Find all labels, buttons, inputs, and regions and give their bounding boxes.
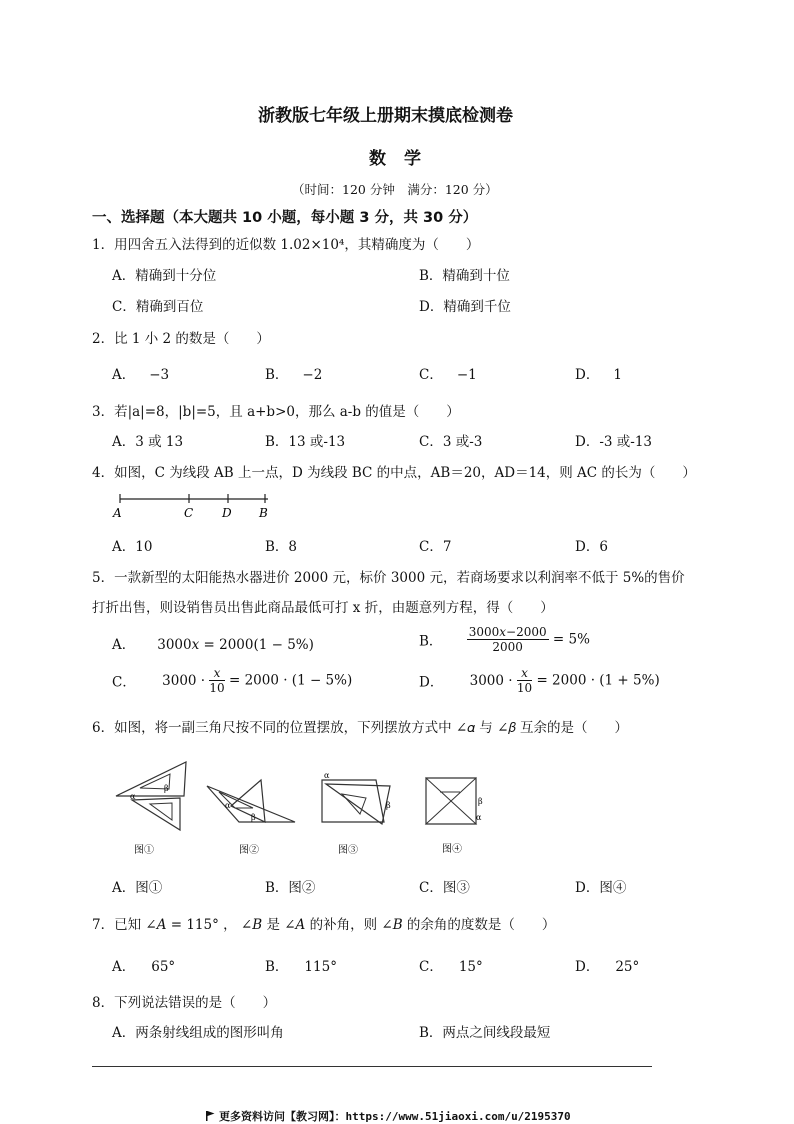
beta-label: β	[251, 813, 256, 822]
triangle-ruler-upper	[116, 762, 186, 796]
question-2-option-c	[419, 363, 477, 383]
question-4-option-a: A．10	[112, 539, 153, 555]
beta-label: β	[386, 801, 391, 810]
question-3-option-a: A．3 或 13	[112, 434, 184, 450]
expression-prefix: 3000 ·	[469, 672, 513, 689]
option-expression: 3000𝑥 = 2000(1 − 5%)	[157, 637, 314, 653]
alpha-label: α	[324, 771, 330, 780]
option-label: A．	[112, 367, 136, 383]
question-5-stem-line2: 打折出售，则设销售员出售此商品最低可打 x 折，由题意列方程，得（ ）	[92, 600, 554, 616]
question-6-option-c: C．图③	[419, 880, 470, 896]
question-6-option-b: B．图②	[265, 880, 316, 896]
alpha-label: α	[130, 792, 136, 801]
figure-caption-4: 图④	[442, 844, 462, 855]
question-2-option-d	[575, 363, 622, 383]
alpha-label: α	[225, 801, 231, 810]
exam-meta: （时间：120 分钟 满分：120 分）	[292, 182, 498, 197]
figure-caption-1: 图①	[134, 845, 154, 856]
question-6-option-d: D．图④	[575, 880, 627, 896]
figure-caption-3: 图③	[338, 845, 358, 856]
segment-figure	[110, 490, 280, 522]
footer-link-text[interactable]: 更多资料访问【教习网】：https://www.51jiaoxi.com/u/2195370	[219, 1110, 571, 1123]
option-label: D．	[575, 367, 600, 383]
option-label: C．	[112, 674, 136, 691]
option-label: C．	[419, 367, 443, 383]
question-4-option-c: C．7	[419, 539, 452, 555]
page-title: 浙教版七年级上册期末摸底检测卷	[258, 106, 513, 126]
beta-label: β	[478, 797, 483, 806]
option-value: 115°	[304, 959, 337, 975]
question-5-stem-line1: 5．一款新型的太阳能热水器进价 2000 元，标价 3000 元，若商场要求以利润率不低于 5%的售价	[92, 570, 685, 586]
question-5-option-b	[419, 626, 590, 653]
question-8-option-a: A．两条射线组成的图形叫角	[112, 1025, 284, 1041]
expression-rhs: = 5%	[552, 631, 590, 648]
option-value: −1	[456, 367, 477, 383]
question-8-option-b: B．两点之间线段最短	[419, 1025, 551, 1041]
beta-label: β	[164, 784, 169, 793]
flag-icon	[205, 1111, 215, 1121]
question-1-option-b: B．精确到十位	[419, 268, 510, 284]
option-value: 25°	[615, 959, 640, 975]
question-3-stem: 3．若|a|=8，|b|=5，且 a+b>0，那么 a-b 的值是（ ）	[92, 404, 460, 420]
question-5-option-a	[112, 633, 314, 653]
option-label: B．	[265, 959, 289, 975]
square-frame	[322, 780, 384, 822]
question-6-option-a: A．图①	[112, 880, 163, 896]
option-label: B．	[419, 633, 443, 650]
question-1-option-c: C．精确到百位	[112, 299, 204, 315]
option-label: D．	[419, 674, 444, 691]
question-2-stem: 2．比 1 小 2 的数是（ ）	[92, 331, 270, 347]
point-label-b: B	[259, 506, 268, 520]
question-6-stem: 6．如图，将一副三角尺按不同的位置摆放，下列摆放方式中 ∠𝛼 与 ∠𝛽 互余的是（ ）	[92, 720, 629, 736]
subject-title: 数学	[369, 149, 439, 169]
footer	[205, 1108, 571, 1124]
fraction-denominator: 2000	[492, 640, 523, 654]
question-7-option-b	[265, 955, 337, 975]
question-7-stem: 7．已知 ∠𝐴 = 115° ， ∠𝐵 是 ∠𝐴 的补角，则 ∠𝐵 的余角的度数是（ ）	[92, 917, 556, 933]
question-2-option-b	[265, 363, 322, 383]
triangle-figure-4	[420, 772, 500, 858]
fraction	[209, 667, 224, 694]
question-3-option-b: B．13 或-13	[265, 434, 346, 450]
option-label: A．	[112, 637, 136, 653]
question-5-option-d	[419, 667, 660, 694]
section-heading: 一、选择题（本大题共 10 小题，每小题 3 分，共 30 分）	[92, 210, 478, 226]
option-value: −3	[149, 367, 170, 383]
option-label: B．	[265, 367, 289, 383]
question-1-option-d: D．精确到千位	[419, 299, 511, 315]
fraction-denominator: 10	[209, 681, 225, 695]
question-4-option-b: B．8	[265, 539, 298, 555]
question-4-option-d: D．6	[575, 539, 608, 555]
question-8-stem: 8．下列说法错误的是（ ）	[92, 995, 277, 1011]
alpha-label: α	[476, 813, 482, 822]
option-label: D．	[575, 959, 600, 975]
point-label-c: C	[184, 506, 194, 520]
option-label: A．	[112, 959, 136, 975]
option-value: 1	[613, 367, 622, 383]
triangle-figure-3	[316, 768, 406, 858]
question-7-option-d	[575, 955, 639, 975]
option-value: 65°	[151, 959, 176, 975]
figure-caption-2: 图②	[239, 845, 259, 856]
question-1-stem: 1．用四舍五入法得到的近似数 1.02×10⁴，其精确度为（ ）	[92, 237, 480, 253]
question-4-stem: 4．如图，C 为线段 AB 上一点，D 为线段 BC 的中点，AB＝20，AD＝14，则 AC 的长为（ ）	[92, 465, 696, 481]
page-divider	[92, 1066, 652, 1067]
fraction	[517, 667, 532, 694]
fraction-numerator: 3000𝑥−2000	[468, 625, 547, 639]
question-3-option-d: D．-3 或-13	[575, 434, 653, 450]
option-value: −2	[302, 367, 323, 383]
fraction-numerator: 𝑥	[209, 667, 224, 681]
question-2-option-a	[112, 363, 169, 383]
expression-suffix: = 2000 · (1 − 5%)	[228, 672, 353, 689]
fraction-numerator: 𝑥	[517, 667, 532, 681]
expression-suffix: = 2000 · (1 + 5%)	[536, 672, 660, 689]
option-value: 15°	[458, 959, 483, 975]
fraction-denominator: 10	[516, 681, 533, 695]
question-7-option-c	[419, 955, 483, 975]
option-label: C．	[419, 959, 443, 975]
question-3-option-c: C．3 或-3	[419, 434, 483, 450]
triangle-ruler-b	[231, 780, 265, 822]
question-1-option-a: A．精确到十分位	[112, 268, 217, 284]
question-7-option-a	[112, 955, 175, 975]
fraction	[467, 626, 549, 653]
triangle-figure-1	[108, 758, 198, 858]
question-5-option-c	[112, 667, 352, 694]
point-label-d: D	[222, 506, 232, 520]
triangle-ruler-lower	[132, 798, 180, 830]
point-label-a: A	[113, 506, 122, 520]
triangle-figure-2	[203, 768, 303, 858]
expression-prefix: 3000 ·	[162, 672, 206, 689]
